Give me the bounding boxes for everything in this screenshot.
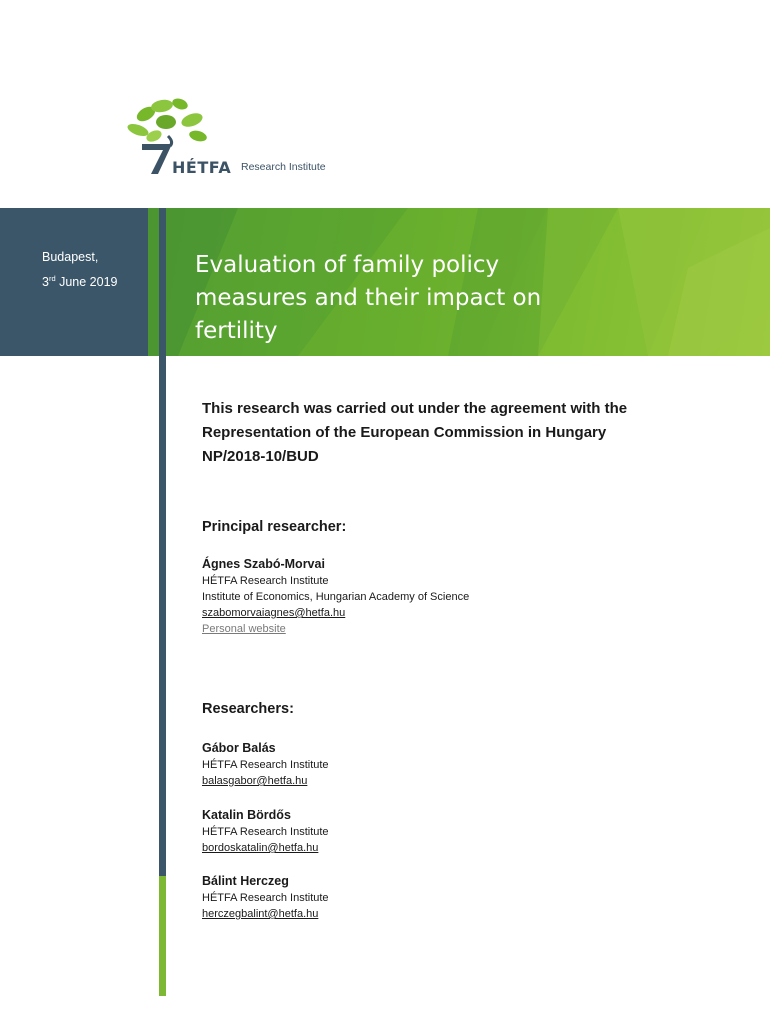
researchers-heading: Researchers: bbox=[202, 701, 294, 717]
researcher-entry bbox=[202, 872, 329, 922]
researcher-email-link[interactable]: balasgabor@hetfa.hu bbox=[202, 775, 308, 787]
researcher-email-link[interactable]: herczegbalint@hetfa.hu bbox=[202, 908, 319, 920]
hetfa-logo bbox=[124, 96, 354, 180]
logo-brand: HÉTFA bbox=[172, 158, 232, 177]
principal-email-link[interactable]: szabomorvaiagnes@hetfa.hu bbox=[202, 607, 346, 619]
researcher-entry bbox=[202, 739, 329, 789]
date: 3rd June 2019 bbox=[42, 274, 118, 290]
vertical-accent-bar bbox=[159, 208, 166, 876]
logo-subtitle: Research Institute bbox=[241, 161, 326, 173]
researcher-name: Katalin Bördős bbox=[202, 808, 291, 822]
researcher-affiliation: HÉTFA Research Institute bbox=[202, 759, 329, 771]
document-title: Evaluation of family policy measures and their impact on fertility bbox=[195, 252, 542, 344]
personal-website-link[interactable]: Personal website bbox=[202, 623, 286, 635]
principal-researcher-heading: Principal researcher: bbox=[202, 519, 347, 535]
researcher-name: Bálint Herczeg bbox=[202, 874, 289, 888]
researcher-name: Gábor Balás bbox=[202, 741, 276, 755]
principal-name: Ágnes Szabó-Morvai bbox=[202, 557, 325, 571]
principal-affiliation-2: Institute of Economics, Hungarian Academy of Science bbox=[202, 591, 470, 603]
principal-researcher-block bbox=[202, 555, 469, 637]
agreement-statement: This research was carried out under the agreement with the Representation of the European Commission in Hungary NP/2018-10/BUD bbox=[202, 400, 628, 465]
date-city: Budapest, bbox=[42, 250, 99, 264]
vertical-accent-bar-green bbox=[159, 876, 166, 996]
researcher-entry bbox=[202, 806, 329, 856]
researcher-email-link[interactable]: bordoskatalin@hetfa.hu bbox=[202, 842, 319, 854]
researcher-affiliation: HÉTFA Research Institute bbox=[202, 826, 329, 838]
researcher-affiliation: HÉTFA Research Institute bbox=[202, 892, 329, 904]
principal-affiliation-1: HÉTFA Research Institute bbox=[202, 575, 329, 587]
